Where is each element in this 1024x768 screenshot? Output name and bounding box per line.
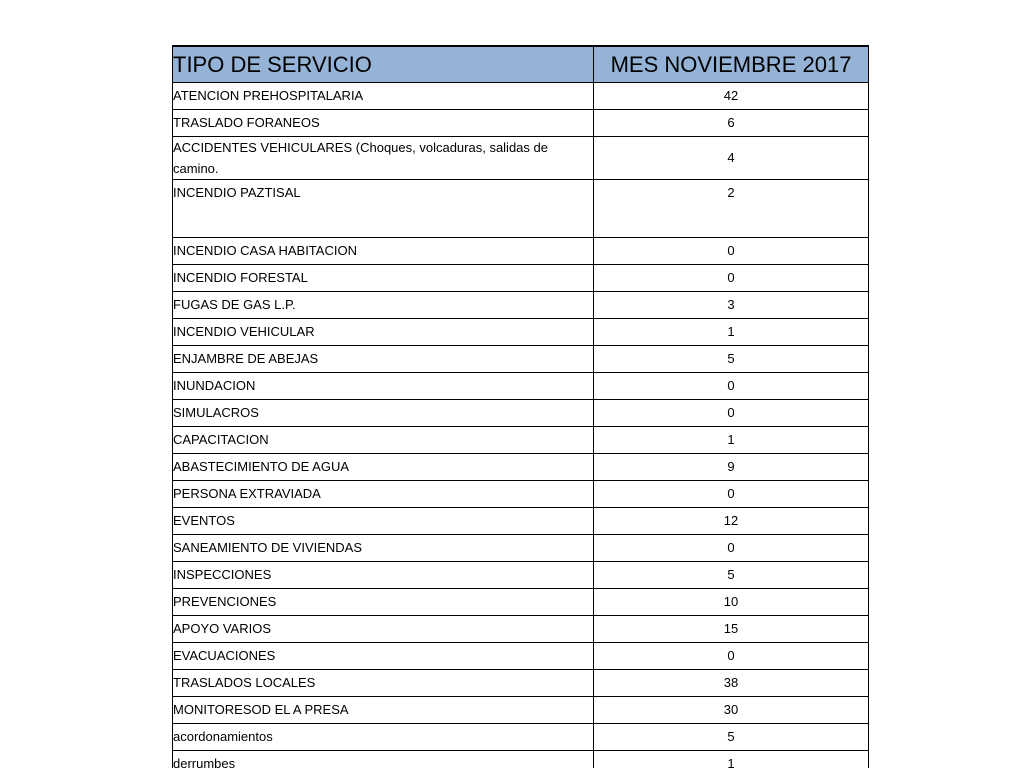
service-count-cell: 4 [594, 137, 869, 180]
service-type-cell: EVACUACIONES [173, 643, 594, 670]
service-type-cell: derrumbes [173, 751, 594, 768]
service-type-cell: TRASLADOS LOCALES [173, 670, 594, 697]
service-type-cell: INCENDIO PAZTISAL [173, 180, 594, 238]
service-type-cell: INUNDACION [173, 373, 594, 400]
table-row [173, 724, 869, 751]
service-count-cell: 9 [594, 454, 869, 481]
service-count-cell: 0 [594, 481, 869, 508]
service-count-cell: 0 [594, 400, 869, 427]
service-type-cell: TRASLADO FORANEOS [173, 110, 594, 137]
service-type-cell: SIMULACROS [173, 400, 594, 427]
table-row [173, 535, 869, 562]
table-row [173, 110, 869, 137]
table-row [173, 238, 869, 265]
service-type-cell: INCENDIO VEHICULAR [173, 319, 594, 346]
service-type-cell: INCENDIO FORESTAL [173, 265, 594, 292]
service-type-cell: CAPACITACION [173, 427, 594, 454]
service-type-cell: INCENDIO CASA HABITACION [173, 238, 594, 265]
service-type-cell: PREVENCIONES [173, 589, 594, 616]
service-type-cell: acordonamientos [173, 724, 594, 751]
service-type-cell: ACCIDENTES VEHICULARES (Choques, volcaduras, salidas de camino. [173, 137, 594, 180]
service-count-cell: 10 [594, 589, 869, 616]
table-row [173, 346, 869, 373]
service-count-cell: 3 [594, 292, 869, 319]
table-row [173, 400, 869, 427]
service-count-cell: 12 [594, 508, 869, 535]
service-type-cell: EVENTOS [173, 508, 594, 535]
service-count-cell: 0 [594, 238, 869, 265]
service-type-cell: APOYO VARIOS [173, 616, 594, 643]
table-row [173, 137, 869, 180]
table-row [173, 319, 869, 346]
service-type-cell: ATENCION PREHOSPITALARIA [173, 83, 594, 110]
service-count-cell: 0 [594, 373, 869, 400]
table-row [173, 589, 869, 616]
table-row [173, 83, 869, 110]
service-type-cell: PERSONA EXTRAVIADA [173, 481, 594, 508]
table-row [173, 292, 869, 319]
table-row [173, 427, 869, 454]
service-count-cell: 0 [594, 265, 869, 292]
service-count-cell: 5 [594, 724, 869, 751]
service-count-cell: 15 [594, 616, 869, 643]
services-table [172, 45, 869, 768]
table-row [173, 454, 869, 481]
table-row [173, 265, 869, 292]
service-count-cell: 42 [594, 83, 869, 110]
service-count-cell: 1 [594, 427, 869, 454]
service-type-cell: ABASTECIMIENTO DE AGUA [173, 454, 594, 481]
service-count-cell: 38 [594, 670, 869, 697]
table-row [173, 643, 869, 670]
service-type-cell: FUGAS DE GAS L.P. [173, 292, 594, 319]
header-month: MES NOVIEMBRE 2017 [594, 46, 869, 83]
service-count-cell: 30 [594, 697, 869, 724]
service-count-cell: 6 [594, 110, 869, 137]
table-row [173, 697, 869, 724]
table-row [173, 481, 869, 508]
service-type-cell: ENJAMBRE DE ABEJAS [173, 346, 594, 373]
header-service-type: TIPO DE SERVICIO [173, 46, 594, 83]
service-type-cell: INSPECCIONES [173, 562, 594, 589]
table-row [173, 508, 869, 535]
service-count-cell: 1 [594, 319, 869, 346]
service-count-cell: 5 [594, 562, 869, 589]
table-row [173, 562, 869, 589]
service-type-cell: MONITORESOD EL A PRESA [173, 697, 594, 724]
service-count-cell: 0 [594, 643, 869, 670]
table-row [173, 670, 869, 697]
service-type-cell: SANEAMIENTO DE VIVIENDAS [173, 535, 594, 562]
table-header-row [173, 46, 869, 83]
table-row [173, 180, 869, 238]
service-count-cell: 1 [594, 751, 869, 768]
service-count-cell: 2 [594, 180, 869, 238]
table-row [173, 616, 869, 643]
table-row [173, 751, 869, 768]
service-count-cell: 0 [594, 535, 869, 562]
table-row [173, 373, 869, 400]
service-count-cell: 5 [594, 346, 869, 373]
